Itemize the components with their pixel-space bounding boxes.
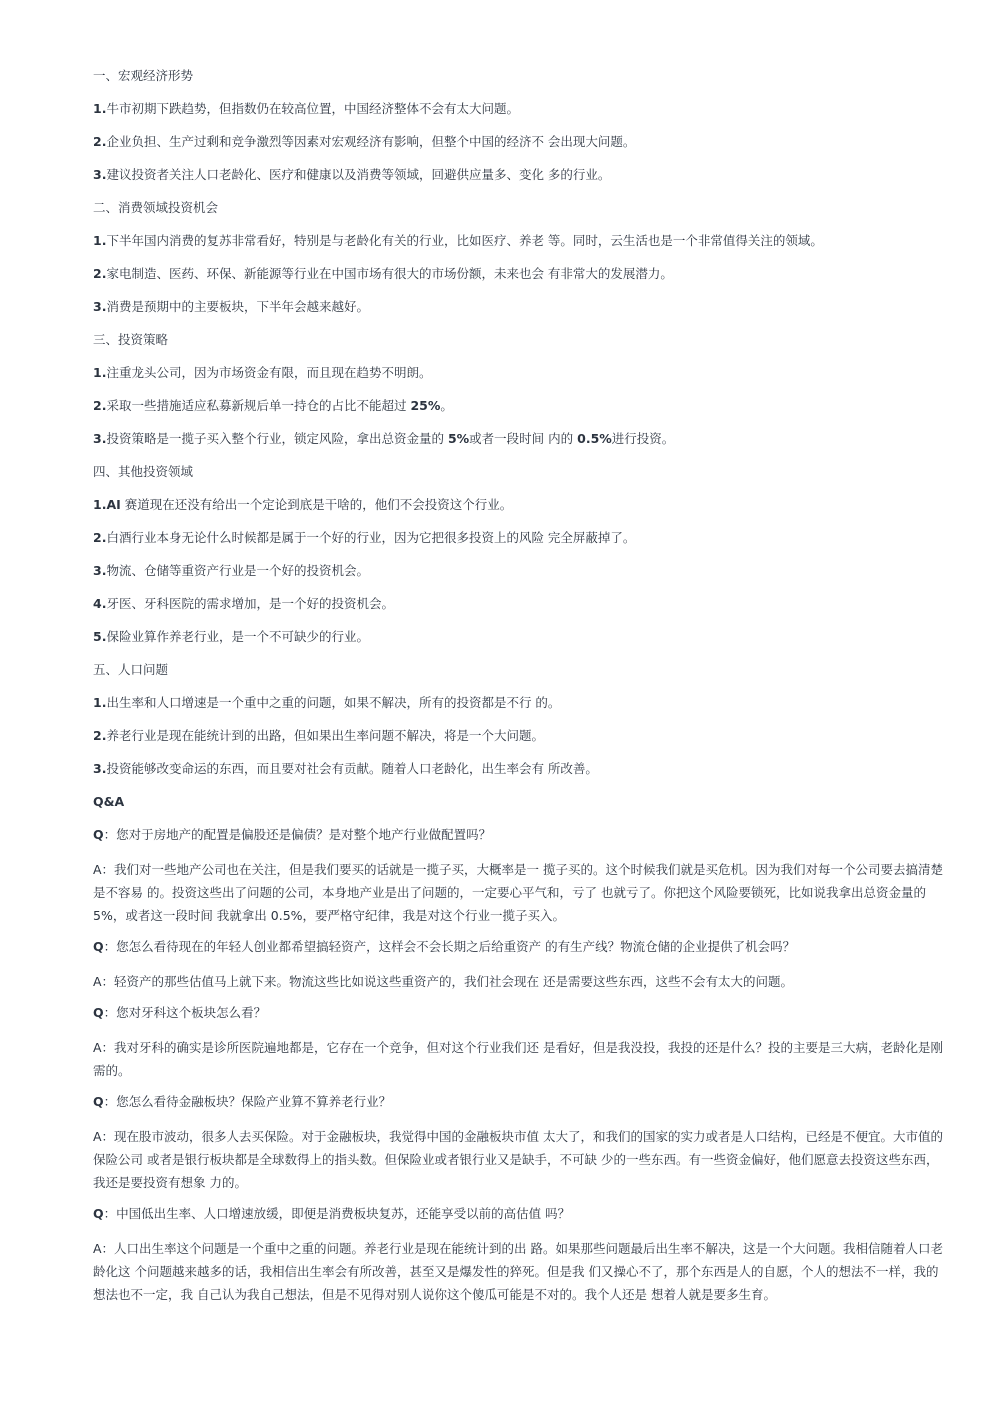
question-text: ：您对于房地产的配置是偏股还是偏债？是对整个地产行业做配置吗？	[103, 827, 492, 842]
question-marker: Q	[93, 827, 104, 842]
item-text: 建议投资者关注人口老龄化、医疗和健康以及消费等领域，回避供应量多、变化 多的行业。	[106, 167, 611, 182]
percent-value: 0.5%	[577, 431, 612, 446]
item-number: 4.	[93, 596, 107, 611]
item-number: 2.	[93, 134, 107, 149]
question-text: ：中国低出生率、人口增速放缓，即便是消费板块复苏，还能享受以前的高估值 吗？	[103, 1206, 571, 1221]
item-number: 2.	[93, 266, 107, 281]
list-item	[93, 627, 945, 647]
item-number: 1.	[93, 233, 107, 248]
item-number: 3.	[93, 761, 107, 776]
answer: A：人口出生率这个问题是一个重中之重的问题。养老行业是现在能统计到的出 路。如果那些问题最后出生率不解决，这是一个大问题。我相信随着人口老龄化这 个问题越来越多的话，我相信出生率会有所改善，甚至又是爆发性的猝死。但是我 们又操心不了，那个东西是人的自愿，个人的想法不一样，我的想法也不一定，我 自己认为我自己想法，但是不见得对别人说你这个傻瓜可能是不对的。我个人还是 想着人就是要多生育。	[93, 1241, 944, 1302]
answer: A：我们对一些地产公司也在关注，但是我们要买的话就是一揽子买，大概率是一 揽子买的。这个时候我们就是买危机。因为我们对每一个公司要去搞清楚是不容易 的。投资这些出了问题的公司，本身地产业是出了问题的，一定要心平气和，亏了 也就亏了。你把这个风险要锁死，比如说我拿出总资金量的 5%，或者这一段时间 我就拿出 0.5%，要严格守纪律，我是对这个行业一揽子买入。	[93, 862, 944, 923]
question-marker: Q	[93, 1005, 104, 1020]
item-number: 2.	[93, 398, 107, 413]
item-text: 投资策略是一揽子买入整个行业，锁定风险，拿出总资金量的	[106, 431, 448, 446]
list-item	[93, 297, 945, 317]
question	[93, 937, 945, 957]
percent-value: 5%	[447, 431, 470, 446]
item-text: 家电制造、医药、环保、新能源等行业在中国市场有很大的市场份额，未来也会 有非常大的发展潜力。	[106, 266, 673, 281]
item-tail: 。	[440, 398, 453, 413]
answer: A：我对牙科的确实是诊所医院遍地都是，它存在一个竞争，但对这个行业我们还 是看好，但是我没投，我投的还是什么？投的主要是三大病，老龄化是刚需的。	[93, 1040, 944, 1078]
item-text: 投资能够改变命运的东西，而且要对社会有贡献。随着人口老龄化，出生率会有 所改善。	[106, 761, 598, 776]
item-text: 养老行业是现在能统计到的出路，但如果出生率问题不解决，将是一个大问题。	[106, 728, 544, 743]
list-item	[93, 231, 945, 251]
item-text: 牛市初期下跌趋势，但指数仍在较高位置，中国经济整体不会有太大问题。	[106, 101, 519, 116]
item-number: 1.AI	[93, 497, 121, 512]
item-number: 1.	[93, 365, 107, 380]
section-heading: 一、宏观经济形势	[93, 68, 194, 83]
list-item	[93, 528, 945, 548]
item-text: 牙医、牙科医院的需求增加，是一个好的投资机会。	[106, 596, 394, 611]
list-item	[93, 594, 945, 614]
question-marker: Q	[93, 939, 104, 954]
item-number: 3.	[93, 299, 107, 314]
list-item	[93, 363, 945, 383]
item-text: 保险业算作养老行业，是一个不可缺少的行业。	[106, 629, 369, 644]
answer: A：轻资产的那些估值马上就下来。物流这些比如说这些重资产的，我们社会现在 还是需要这些东西，这些不会有太大的问题。	[93, 974, 794, 989]
section-heading: 二、消费领域投资机会	[93, 200, 219, 215]
list-item	[93, 396, 945, 416]
item-text: 采取一些措施适应私募新规后单一持仓的占比不能超过	[106, 398, 411, 413]
question	[93, 825, 945, 845]
item-text: 物流、仓储等重资产行业是一个好的投资机会。	[106, 563, 369, 578]
item-text: 注重龙头公司，因为市场资金有限，而且现在趋势不明朗。	[106, 365, 432, 380]
question	[93, 1092, 945, 1112]
item-text: 消费是预期中的主要板块，下半年会越来越好。	[106, 299, 369, 314]
question-text: ：您怎么看待现在的年轻人创业都希望搞轻资产，这样会不会长期之后给重资产 的有生产线？物流仓储的企业提供了机会吗？	[103, 939, 796, 954]
item-text: 出生率和人口增速是一个重中之重的问题，如果不解决，所有的投资都是不行 的。	[106, 695, 561, 710]
item-number: 1.	[93, 695, 107, 710]
item-number: 3.	[93, 563, 107, 578]
qa-title: Q&A	[93, 794, 125, 809]
list-item	[93, 132, 945, 152]
percent-value: 25%	[410, 398, 441, 413]
question-marker: Q	[93, 1094, 104, 1109]
list-item	[93, 495, 945, 515]
list-item	[93, 99, 945, 119]
item-number: 5.	[93, 629, 107, 644]
item-number: 3.	[93, 167, 107, 182]
list-item	[93, 759, 945, 779]
item-text: 赛道现在还没有给出一个定论到底是干啥的，他们不会投资这个行业。	[120, 497, 513, 512]
list-item	[93, 429, 945, 449]
item-text: 白酒行业本身无论什么时候都是属于一个好的行业，因为它把很多投资上的风险 完全屏蔽掉了。	[106, 530, 636, 545]
answer: A：现在股市波动，很多人去买保险。对于金融板块，我觉得中国的金融板块市值 太大了，和我们的国家的实力或者是人口结构，已经是不便宜。大市值的保险公司 或者是银行板块都是全球数得上的指头数。但保险业或者银行业又是缺手，不可缺 少的一些东西。有一些资金偏好，他们愿意去投资这些东西，我还是要投资有想象 力的。	[93, 1129, 944, 1190]
item-number: 2.	[93, 728, 107, 743]
item-text: 下半年国内消费的复苏非常看好，特别是与老龄化有关的行业，比如医疗、养老 等。同时，云生活也是一个非常值得关注的领域。	[106, 233, 823, 248]
question	[93, 1003, 945, 1023]
item-number: 3.	[93, 431, 107, 446]
document-page	[93, 66, 945, 1316]
question-text: ：您怎么看待金融板块？保险产业算不算养老行业？	[103, 1094, 392, 1109]
item-number: 1.	[93, 101, 107, 116]
question-marker: Q	[93, 1206, 104, 1221]
item-text: 企业负担、生产过剩和竞争激烈等因素对宏观经济有影响，但整个中国的经济不 会出现大问题。	[106, 134, 636, 149]
question	[93, 1204, 945, 1224]
item-tail: 进行投资。	[611, 431, 675, 446]
section-heading: 三、投资策略	[93, 332, 169, 347]
item-number: 2.	[93, 530, 107, 545]
list-item	[93, 726, 945, 746]
list-item	[93, 264, 945, 284]
section-heading: 四、其他投资领域	[93, 464, 194, 479]
list-item	[93, 165, 945, 185]
question-text: ：您对牙科这个板块怎么看？	[103, 1005, 267, 1020]
item-tail: 或者一段时间 内的	[469, 431, 578, 446]
list-item	[93, 693, 945, 713]
section-heading: 五、人口问题	[93, 662, 169, 677]
list-item	[93, 561, 945, 581]
